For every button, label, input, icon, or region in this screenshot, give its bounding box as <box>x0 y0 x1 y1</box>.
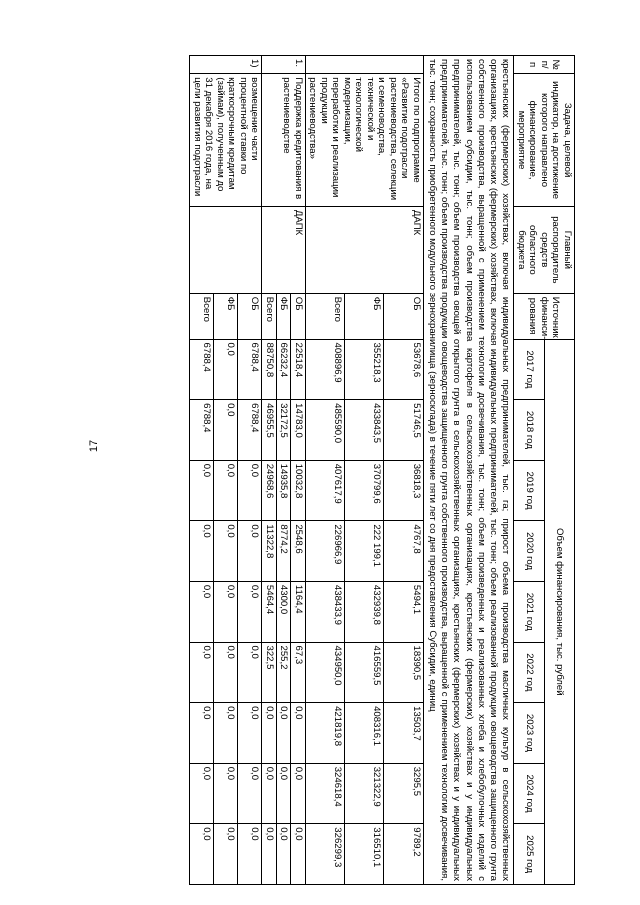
funding-value-cell: 370799,6 <box>344 460 383 521</box>
funding-value-cell: 14783,0 <box>291 400 306 461</box>
funding-value-cell: 6788,4 <box>190 400 214 461</box>
funding-value-cell: 0,0 <box>190 521 214 582</box>
header-year: 2017 год <box>514 339 544 400</box>
funding-value-cell: 6788,4 <box>238 400 262 461</box>
funding-value-cell: 0,0 <box>190 460 214 521</box>
funding-value-cell: 255,2 <box>276 642 291 703</box>
funding-value-cell: 326299,3 <box>305 824 344 885</box>
funding-value-cell: 0,0 <box>238 703 262 764</box>
row-source: ОБ <box>291 293 306 339</box>
funding-value-cell: 11322,8 <box>262 521 277 582</box>
funding-value-cell: 0,0 <box>190 703 214 764</box>
indicator-row <box>423 56 514 885</box>
header-year: 2024 год <box>514 763 544 824</box>
funding-value-cell: 0,0 <box>214 581 238 642</box>
header-task: Задача, целевой индикатор, на достижение которого направлено финансирование, мероприятие <box>514 74 575 207</box>
funding-value-cell: 0,0 <box>262 824 277 885</box>
funding-value-cell: 3295,5 <box>384 763 423 824</box>
funding-value-cell: 0,0 <box>238 824 262 885</box>
funding-value-cell: 485590,0 <box>305 400 344 461</box>
row-source: ФБ <box>276 293 291 339</box>
funding-value-cell: 322,5 <box>262 642 277 703</box>
funding-value-cell: 0,0 <box>276 763 291 824</box>
row-distributor: ДАПК <box>262 206 306 293</box>
table-row <box>291 56 306 885</box>
funding-value-cell: 0,0 <box>214 824 238 885</box>
funding-value-cell: 0,0 <box>238 763 262 824</box>
funding-value-cell: 0,0 <box>214 763 238 824</box>
header-year: 2019 год <box>514 460 544 521</box>
funding-value-cell: 0,0 <box>214 703 238 764</box>
funding-value-cell: 5464,4 <box>262 581 277 642</box>
funding-value-cell: 4300,0 <box>276 581 291 642</box>
header-distributor: Главный распорядитель средств областного бюджета <box>514 206 575 293</box>
funding-value-cell: 0,0 <box>276 824 291 885</box>
row-source: ОБ <box>384 293 423 339</box>
header-year: 2022 год <box>514 642 544 703</box>
funding-value-cell: 408896,9 <box>305 339 344 400</box>
funding-value-cell: 0,0 <box>291 824 306 885</box>
row-number <box>305 56 423 74</box>
funding-value-cell: 2548,6 <box>291 521 306 582</box>
row-source: ФБ <box>344 293 383 339</box>
funding-value-cell: 0,0 <box>214 521 238 582</box>
funding-value-cell: 416559,5 <box>344 642 383 703</box>
table-row <box>384 56 423 885</box>
row-number: 1. <box>262 56 306 74</box>
funding-value-cell: 5494,1 <box>384 581 423 642</box>
funding-value-cell: 51746,5 <box>384 400 423 461</box>
header-year: 2020 год <box>514 521 544 582</box>
row-number: 1) <box>190 56 262 74</box>
funding-value-cell: 407617,9 <box>305 460 344 521</box>
funding-value-cell: 0,0 <box>190 824 214 885</box>
funding-value-cell: 4767,8 <box>384 521 423 582</box>
funding-value-cell: 0,0 <box>238 521 262 582</box>
funding-value-cell: 0,0 <box>262 703 277 764</box>
row-source: ОБ <box>238 293 262 339</box>
funding-value-cell: 321322,9 <box>344 763 383 824</box>
funding-value-cell: 6788,4 <box>190 339 214 400</box>
funding-value-cell: 36818,3 <box>384 460 423 521</box>
funding-value-cell: 88750,8 <box>262 339 277 400</box>
funding-value-cell: 434950,0 <box>305 642 344 703</box>
header-year: 2025 год <box>514 824 544 885</box>
funding-value-cell: 408316,1 <box>344 703 383 764</box>
funding-value-cell: 432939,8 <box>344 581 383 642</box>
funding-table <box>189 55 575 885</box>
header-year: 2023 год <box>514 703 544 764</box>
header-number: № п/п <box>514 56 575 74</box>
indicator-text: крестьянских (фермерских) хозяйствах, включая индивидуальных предпринимателей, тыс. га; прирост объема производства масличных культур в сельскохозяйственных организациях, крестьянских (фермерских) хозяйствах, включая индивидуальных предпринимателей, тыс. тонн; объем реализованной продукции овощеводства защищенного грунта собственного производства, выращенной с применением технологии досвечивания, тыс. тонн; объем произведенных и реализованных хлеба и хлебобулочных изделий с использованием субсидии, тыс. тонн; объем производства картофеля в сельскохозяйственных организациях, крестьянских (фермерских) хозяйствах и у индивидуальных предпринимателей, тыс. тонн; объем производства овощей открытого грунта в сельскохозяйственных организациях, крестьянских (фермерских) хозяйствах и у индивидуальных предпринимателей, тыс. тонн; объем производства продукции овощеводства защищенного грунта собственного производства, выращенной с применением технологии досвечивания, тыс. тонн; сохранность приобретенного модульного зернохранилища (зерносклада) в течение пяти лет со дня предоставления Субсидии, единиц <box>423 56 514 885</box>
row-distributor <box>190 206 262 293</box>
header-funding: Объем финансирования, тыс. рублей <box>544 339 574 884</box>
funding-value-cell: 14935,8 <box>276 460 291 521</box>
row-task: возмещение части процентной ставки по краткосрочным кредитам (займам), полученным до 31 декабря 2016 года, на цели развития подотрасли <box>190 74 262 207</box>
row-source: Всего <box>190 293 214 339</box>
funding-value-cell: 67,3 <box>291 642 306 703</box>
funding-value-cell: 0,0 <box>291 703 306 764</box>
funding-value-cell: 433843,5 <box>344 400 383 461</box>
row-source: Всего <box>305 293 344 339</box>
funding-value-cell: 0,0 <box>238 581 262 642</box>
funding-value-cell: 0,0 <box>214 339 238 400</box>
row-distributor: ДАПК <box>305 206 423 293</box>
funding-value-cell: 0,0 <box>190 581 214 642</box>
funding-value-cell: 0,0 <box>214 400 238 461</box>
funding-value-cell: 32172,5 <box>276 400 291 461</box>
funding-value-cell: 0,0 <box>276 703 291 764</box>
funding-value-cell: 1164,4 <box>291 581 306 642</box>
funding-value-cell: 66232,4 <box>276 339 291 400</box>
funding-value-cell: 324618,4 <box>305 763 344 824</box>
header-year: 2021 год <box>514 581 544 642</box>
funding-value-cell: 0,0 <box>190 642 214 703</box>
funding-value-cell: 0,0 <box>214 460 238 521</box>
funding-value-cell: 0,0 <box>238 642 262 703</box>
funding-value-cell: 22518,4 <box>291 339 306 400</box>
funding-value-cell: 8774,2 <box>276 521 291 582</box>
row-source: ФБ <box>214 293 238 339</box>
funding-value-cell: 0,0 <box>262 763 277 824</box>
funding-value-cell: 226966,9 <box>305 521 344 582</box>
funding-value-cell: 18390,5 <box>384 642 423 703</box>
rotated-table-container <box>85 55 575 885</box>
funding-value-cell: 46955,5 <box>262 400 277 461</box>
header-source: Источник финанси-рования <box>514 293 575 339</box>
funding-value-cell: 355218,3 <box>344 339 383 400</box>
header-row-1 <box>544 56 574 885</box>
table-row <box>238 56 262 885</box>
row-source: Всего <box>262 293 277 339</box>
funding-value-cell: 0,0 <box>238 460 262 521</box>
funding-value-cell: 24968,6 <box>262 460 277 521</box>
funding-value-cell: 316510,1 <box>344 824 383 885</box>
header-year: 2018 год <box>514 400 544 461</box>
funding-value-cell: 438433,9 <box>305 581 344 642</box>
funding-value-cell: 13503,7 <box>384 703 423 764</box>
funding-value-cell: 10032,8 <box>291 460 306 521</box>
funding-value-cell: 222 199,1 <box>344 521 383 582</box>
funding-value-cell: 0,0 <box>291 763 306 824</box>
funding-value-cell: 421819,8 <box>305 703 344 764</box>
funding-value-cell: 0,0 <box>214 642 238 703</box>
funding-value-cell: 9789,2 <box>384 824 423 885</box>
page-number: 17 <box>88 439 100 453</box>
funding-value-cell: 53678,6 <box>384 339 423 400</box>
row-task: Поддержка кредитования в растениеводстве <box>262 74 306 207</box>
row-task: Итого по подпрограмме «Развитие подотрасли растениеводства, селекции и семеноводства, технической и технологической модернизации, переработки и реализации продукции растениеводства» <box>305 74 423 207</box>
funding-value-cell: 0,0 <box>190 763 214 824</box>
funding-value-cell: 6788,4 <box>238 339 262 400</box>
table-body <box>190 56 514 885</box>
